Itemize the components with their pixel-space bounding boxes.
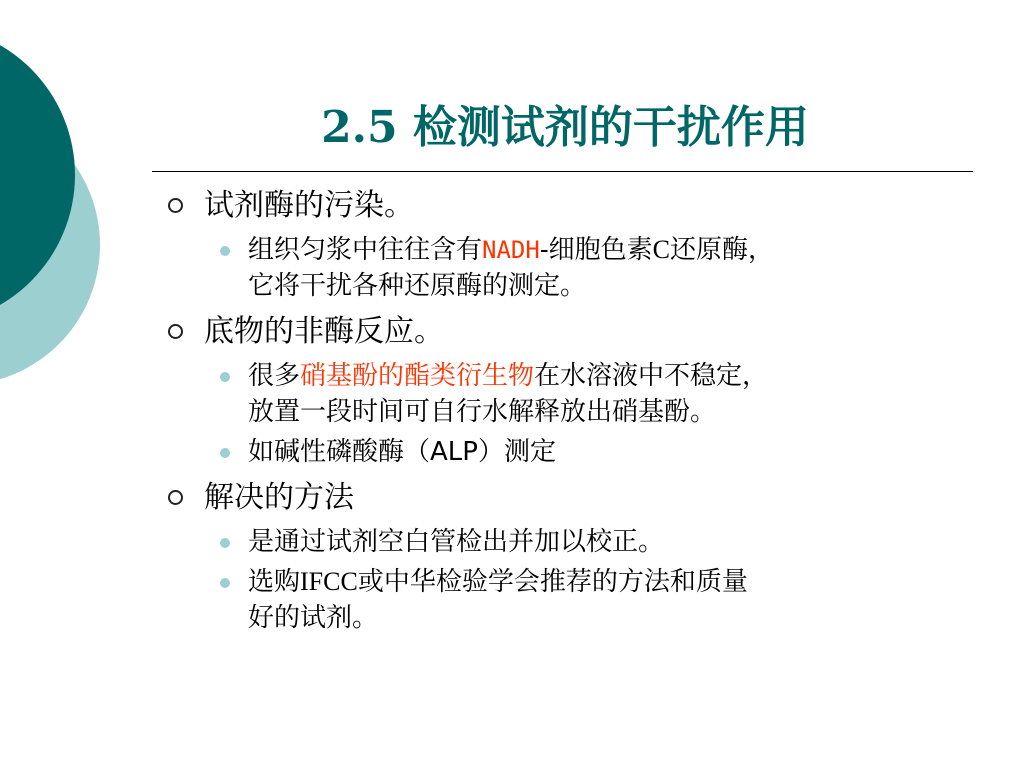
highlight-text: 硝基酚的酯类衍生物: [300, 361, 535, 391]
hollow-circle-bullet-icon: [168, 324, 183, 339]
sub-text: ）测定: [477, 437, 556, 467]
sub-bullet-item: [160, 358, 948, 430]
sub-text: 放置一段时间可自行水解释放出硝基酚。: [248, 397, 717, 427]
bullet-item-contamination: [160, 184, 960, 228]
sub-text: 好的试剂。: [248, 603, 379, 633]
sub-text: 选购: [248, 567, 301, 597]
highlight-text: NADH: [482, 236, 540, 264]
dot-bullet-icon: [220, 372, 230, 382]
sub-text: 还原酶，: [669, 235, 774, 265]
sub-text: C: [652, 235, 670, 264]
sub-bullet-item: [160, 564, 948, 636]
hollow-circle-bullet-icon: [168, 490, 183, 505]
slide-content: [160, 178, 960, 636]
slide-title: 2.5 检测试剂的干扰作用: [321, 102, 809, 153]
sub-text: 在水溶液中不稳定，: [534, 361, 769, 391]
sub-text: IFCC: [300, 567, 358, 596]
sub-text: 是通过试剂空白管检出并加以校正。: [248, 527, 665, 557]
sub-text: 很多: [248, 361, 301, 391]
sub-bullet-item: [160, 232, 948, 304]
sub-text: 或中华检验学会推荐的方法和质量: [357, 567, 748, 597]
dot-bullet-icon: [220, 578, 230, 588]
sub-text: 组织匀浆中往往含有: [248, 235, 483, 265]
sub-bullet-item: [160, 434, 948, 470]
sub-text: 如碱性磷酸酶（: [248, 437, 431, 467]
hollow-circle-bullet-icon: [168, 198, 183, 213]
dot-bullet-icon: [220, 448, 230, 458]
dot-bullet-icon: [220, 246, 230, 256]
sub-bullet-item: [160, 524, 948, 560]
bullet-item-nonenzymatic: [160, 310, 960, 354]
sub-text: 它将干扰各种还原酶的测定。: [248, 271, 587, 301]
dot-bullet-icon: [220, 538, 230, 548]
bullet-text: 试剂酶的污染。: [204, 188, 414, 223]
sub-text: -细胞色素: [539, 235, 653, 265]
decorative-circles: [0, 0, 110, 420]
bullet-text: 底物的非酶反应。: [204, 314, 444, 349]
bullet-text: 解决的方法: [204, 480, 354, 515]
sub-text: ALP: [430, 437, 478, 467]
bullet-item-solution: [160, 476, 960, 520]
title-divider: [152, 171, 973, 172]
